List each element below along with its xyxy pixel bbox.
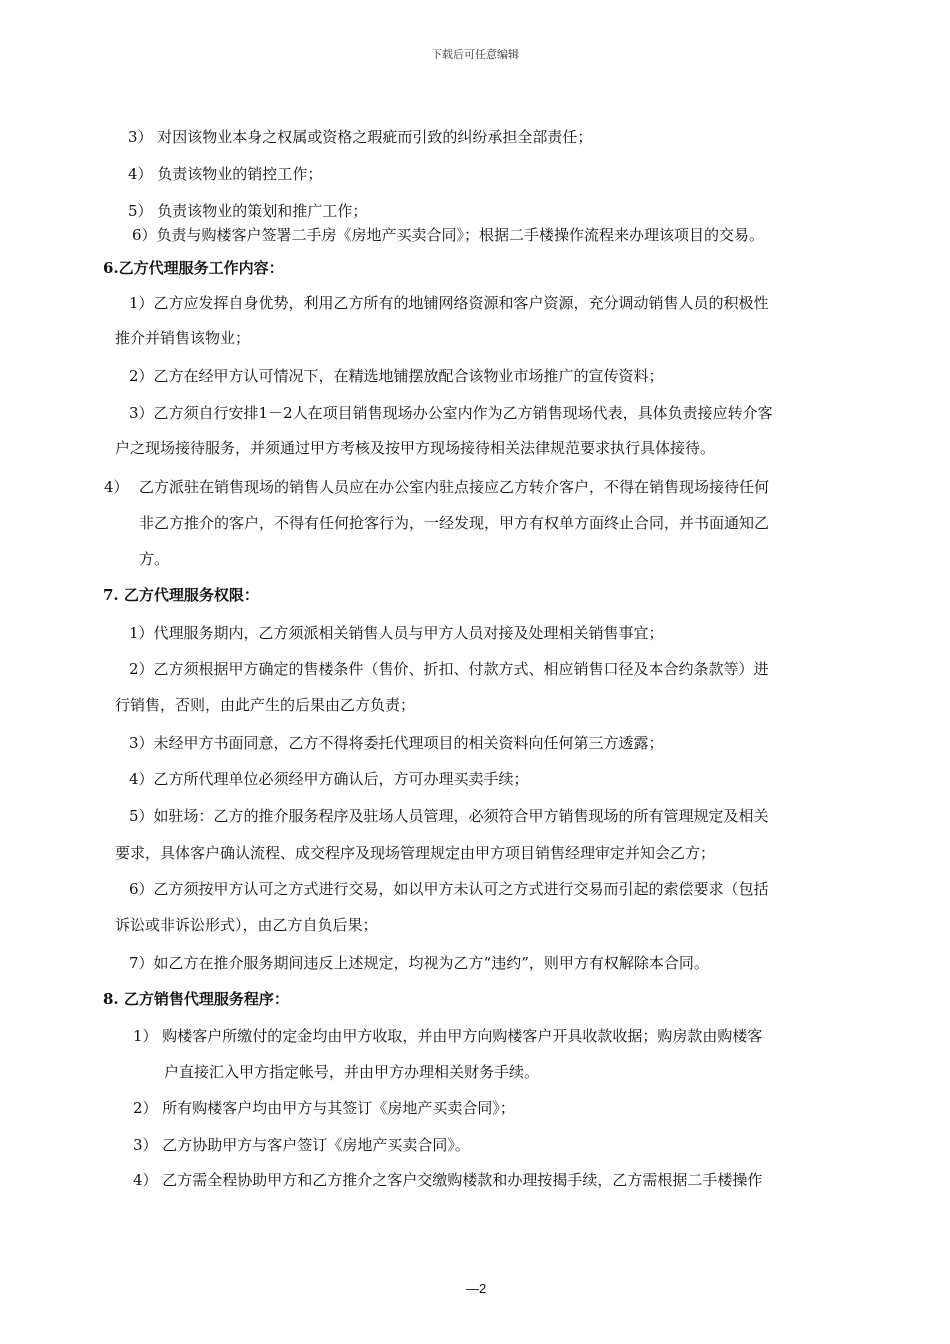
clause-line: 4） 负责该物业的销控工作； — [128, 165, 323, 183]
clause-line: 3） 乙方协助甲方与客户签订《房地产买卖合同》。 — [133, 1136, 470, 1154]
section-heading: 8. 乙方销售代理服务程序： — [103, 990, 289, 1008]
clause-line: 2）乙方须根据甲方确定的售楼条件（售价、折扣、付款方式、相应销售口径及本合约条款等）进 — [129, 660, 769, 678]
section-heading: 7. 乙方代理服务权限： — [103, 586, 259, 604]
clause-line: 推介并销售该物业； — [115, 329, 251, 347]
clause-line: 2）乙方在经甲方认可情况下，在精选地铺摆放配合该物业市场推广的宣传资料； — [129, 367, 664, 385]
clause-line: 诉讼或非诉讼形式），由乙方自负后果； — [115, 916, 378, 934]
clause-line: 3） 对因该物业本身之权属或资格之瑕疵而引致的纠纷承担全部责任； — [128, 128, 593, 146]
clause-line: 7）如乙方在推介服务期间违反上述规定，均视为乙方“违约”，则甲方有权解除本合同。 — [129, 954, 709, 972]
clause-line: 3）未经甲方书面同意，乙方不得将委托代理项目的相关资料向任何第三方透露； — [129, 734, 664, 752]
clause-line: 1）乙方应发挥自身优势，利用乙方所有的地铺网络资源和客户资源，充分调动销售人员的积极性 — [129, 294, 769, 312]
clause-line: 行销售，否则，由此产生的后果由乙方负责； — [115, 696, 416, 714]
clause-line: 4） 乙方需全程协助甲方和乙方推介之客户交缴购楼款和办理按揭手续，乙方需根据二手楼操作 — [133, 1171, 763, 1189]
clause-line: 3）乙方须自行安排1－2人在项目销售现场办公室内作为乙方销售现场代表，具体负责接应转介客 — [129, 404, 773, 422]
clause-line: 4）乙方所代理单位必须经甲方确认后，方可办理买卖手续； — [129, 770, 529, 788]
clause-line: 方。 — [139, 550, 170, 568]
clause-line: 户直接汇入甲方指定帐号，并由甲方办理相关财务手续。 — [164, 1063, 540, 1081]
clause-line: 乙方派驻在销售现场的销售人员应在办公室内驻点接应乙方转介客户，不得在销售现场接待任何 — [139, 478, 770, 496]
page-header: 下载后可任意编辑 — [431, 48, 519, 61]
clause-line: 2） 所有购楼客户均由甲方与其签订《房地产买卖合同》； — [133, 1099, 515, 1117]
clause-line: 5）如驻场：乙方的推介服务程序及驻场人员管理，必须符合甲方销售现场的所有管理规定及相关 — [129, 807, 769, 825]
clause-line: 6）负责与购楼客户签署二手房《房地产买卖合同》；根据二手楼操作流程来办理该项目的交易。 — [132, 226, 765, 244]
clause-line: 要求，具体客户确认流程、成交程序及现场管理规定由甲方项目销售经理审定并知会乙方； — [115, 844, 716, 862]
section-heading: 6.乙方代理服务工作内容： — [103, 259, 284, 277]
clause-line: 1）代理服务期内，乙方须派相关销售人员与甲方人员对接及处理相关销售事宜； — [129, 624, 664, 642]
clause-line: 6）乙方须按甲方认可之方式进行交易，如以甲方未认可之方式进行交易而引起的索偿要求（包括 — [129, 880, 769, 898]
page-number: —2 — [466, 1281, 487, 1296]
clause-number: 4） — [104, 478, 129, 496]
clause-line: 5） 负责该物业的策划和推广工作； — [128, 202, 368, 220]
clause-line: 非乙方推介的客户，不得有任何抢客行为，一经发现，甲方有权单方面终止合同，并书面通知乙 — [139, 514, 770, 532]
clause-line: 户之现场接待服务，并须通过甲方考核及按甲方现场接待相关法律规范要求执行具体接待。 — [115, 439, 716, 457]
clause-line: 1） 购楼客户所缴付的定金均由甲方收取，并由甲方向购楼客户开具收款收据；购房款由购楼客 — [133, 1027, 763, 1045]
